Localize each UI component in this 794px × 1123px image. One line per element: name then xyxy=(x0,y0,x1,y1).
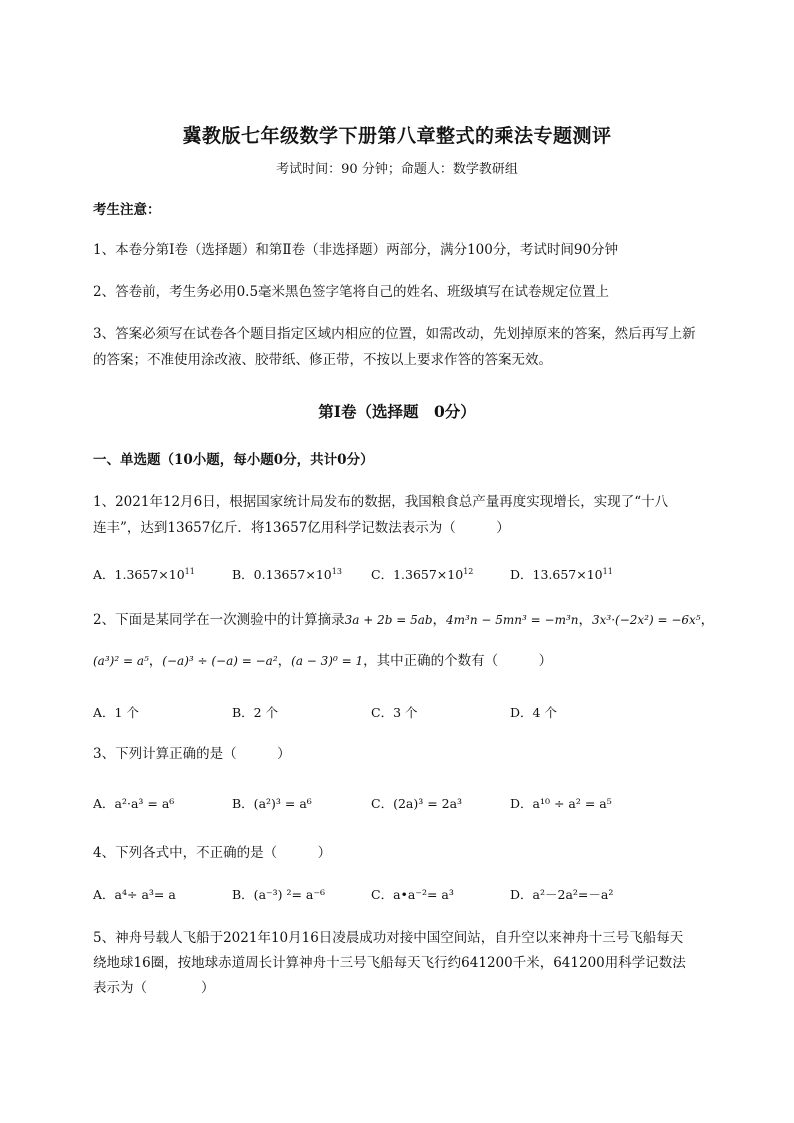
exam-info: 考试时间：90 分钟；命题人：数学教研组 xyxy=(276,162,518,177)
note-item-continued: 的答案；不准使用涂改液、胶带纸、修正带，不按以上要求作答的答案无效。 xyxy=(93,352,552,368)
question-5-line-2: 绕地球16圈，按地球赤道周长计算神舟十三号飞船每天飞行约641200千米，641200用科学记数法 xyxy=(93,955,686,971)
q2-expr-6: (a − 3)⁰ = 1 xyxy=(291,654,364,668)
q1-option-b: B．$0.13657\times 10^{13}$ xyxy=(232,567,342,583)
q2-expr-5: (−a)³ ÷ (−a) = −a² xyxy=(162,654,278,668)
note-item: 3、答案必须写在试卷各个题目指定区域内相应的位置，如需改动，先划掉原来的答案，然后再写上新 xyxy=(93,326,696,342)
q3-option-c: C．(2a)³ = 2a³ xyxy=(371,796,463,811)
question-1-line-2: 连丰”，达到13657亿斤．将13657亿用科学记数法表示为（ ） xyxy=(93,520,510,536)
question-4: 4、下列各式中，不正确的是（ ） xyxy=(93,845,332,861)
q2-option-a: A．1 个 xyxy=(93,705,139,720)
notes-heading: 考生注意： xyxy=(93,202,161,218)
q2-expr-1: 3a + 2b = 5ab xyxy=(344,613,433,627)
note-item: 1、本卷分第Ⅰ卷（选择题）和第Ⅱ卷（非选择题）两部分，满分100分，考试时间90分钟 xyxy=(93,242,619,258)
question-5-line-1: 5、神舟号载人飞船于2021年10月16日凌晨成功对接中国空间站，自升空以来神舟十三号飞船每天 xyxy=(93,930,684,946)
q3-option-a: A．a²·a³ = a⁶ xyxy=(93,796,175,811)
question-3: 3、下列计算正确的是（ ） xyxy=(93,746,291,762)
q1-option-d: D．$13.657\times 10^{11}$ xyxy=(510,567,613,583)
question-2-line-1: 2、下面是某同学在一次测验中的计算摘录3a + 2b = 5ab，4m³n − 5mn³ = −m³n，3x³·(−2x²) = −6x⁵， xyxy=(93,612,715,628)
q3-option-d: D．a¹⁰ ÷ a² = a⁵ xyxy=(510,796,612,811)
q3-option-b: B．(a²)³ = a⁶ xyxy=(232,796,312,811)
page-title: 冀教版七年级数学下册第八章整式的乘法专题测评 xyxy=(182,125,612,147)
q4-option-b: B．(a⁻³) ²= a⁻⁶ xyxy=(232,887,325,902)
q4-option-d: D．a²－2a²=－a² xyxy=(510,887,614,902)
section-title: 第Ⅰ卷（选择题 0分） xyxy=(318,402,476,421)
q2-option-d: D．4 个 xyxy=(510,705,557,720)
q4-option-c: C．a•a⁻²= a³ xyxy=(371,887,454,902)
q1-option-c: C．$1.3657\times 10^{12}$ xyxy=(371,567,474,583)
q2-option-c: C．3 个 xyxy=(371,705,418,720)
question-2-line-2: (a³)² = a⁵，(−a)³ ÷ (−a) = −a²，(a − 3)⁰ = 1，其中正确的个数有（ ） xyxy=(93,653,553,669)
q1-option-a: A．$1.3657\times 10^{11}$ xyxy=(93,567,195,583)
q2-expr-2: 4m³n − 5mn³ = −m³n xyxy=(446,613,579,627)
q2-option-b: B．2 个 xyxy=(232,705,279,720)
q2-expr-4: (a³)² = a⁵ xyxy=(93,654,149,668)
q2-expr-3: 3x³·(−2x²) = −6x⁵ xyxy=(592,613,701,627)
question-5-line-3: 表示为（ ） xyxy=(93,980,215,996)
q4-option-a: A．a⁴÷ a³= a xyxy=(93,887,176,902)
question-1-line-1: 1、2021年12月6日，根据国家统计局发布的数据，我国粮食总产量再度实现增长，实现了“十八 xyxy=(93,494,669,510)
part-heading: 一、单选题（10小题，每小题0分，共计0分） xyxy=(93,452,374,468)
note-item: 2、答卷前，考生务必用0.5毫米黑色签字笔将自己的姓名、班级填写在试卷规定位置上 xyxy=(93,284,610,300)
